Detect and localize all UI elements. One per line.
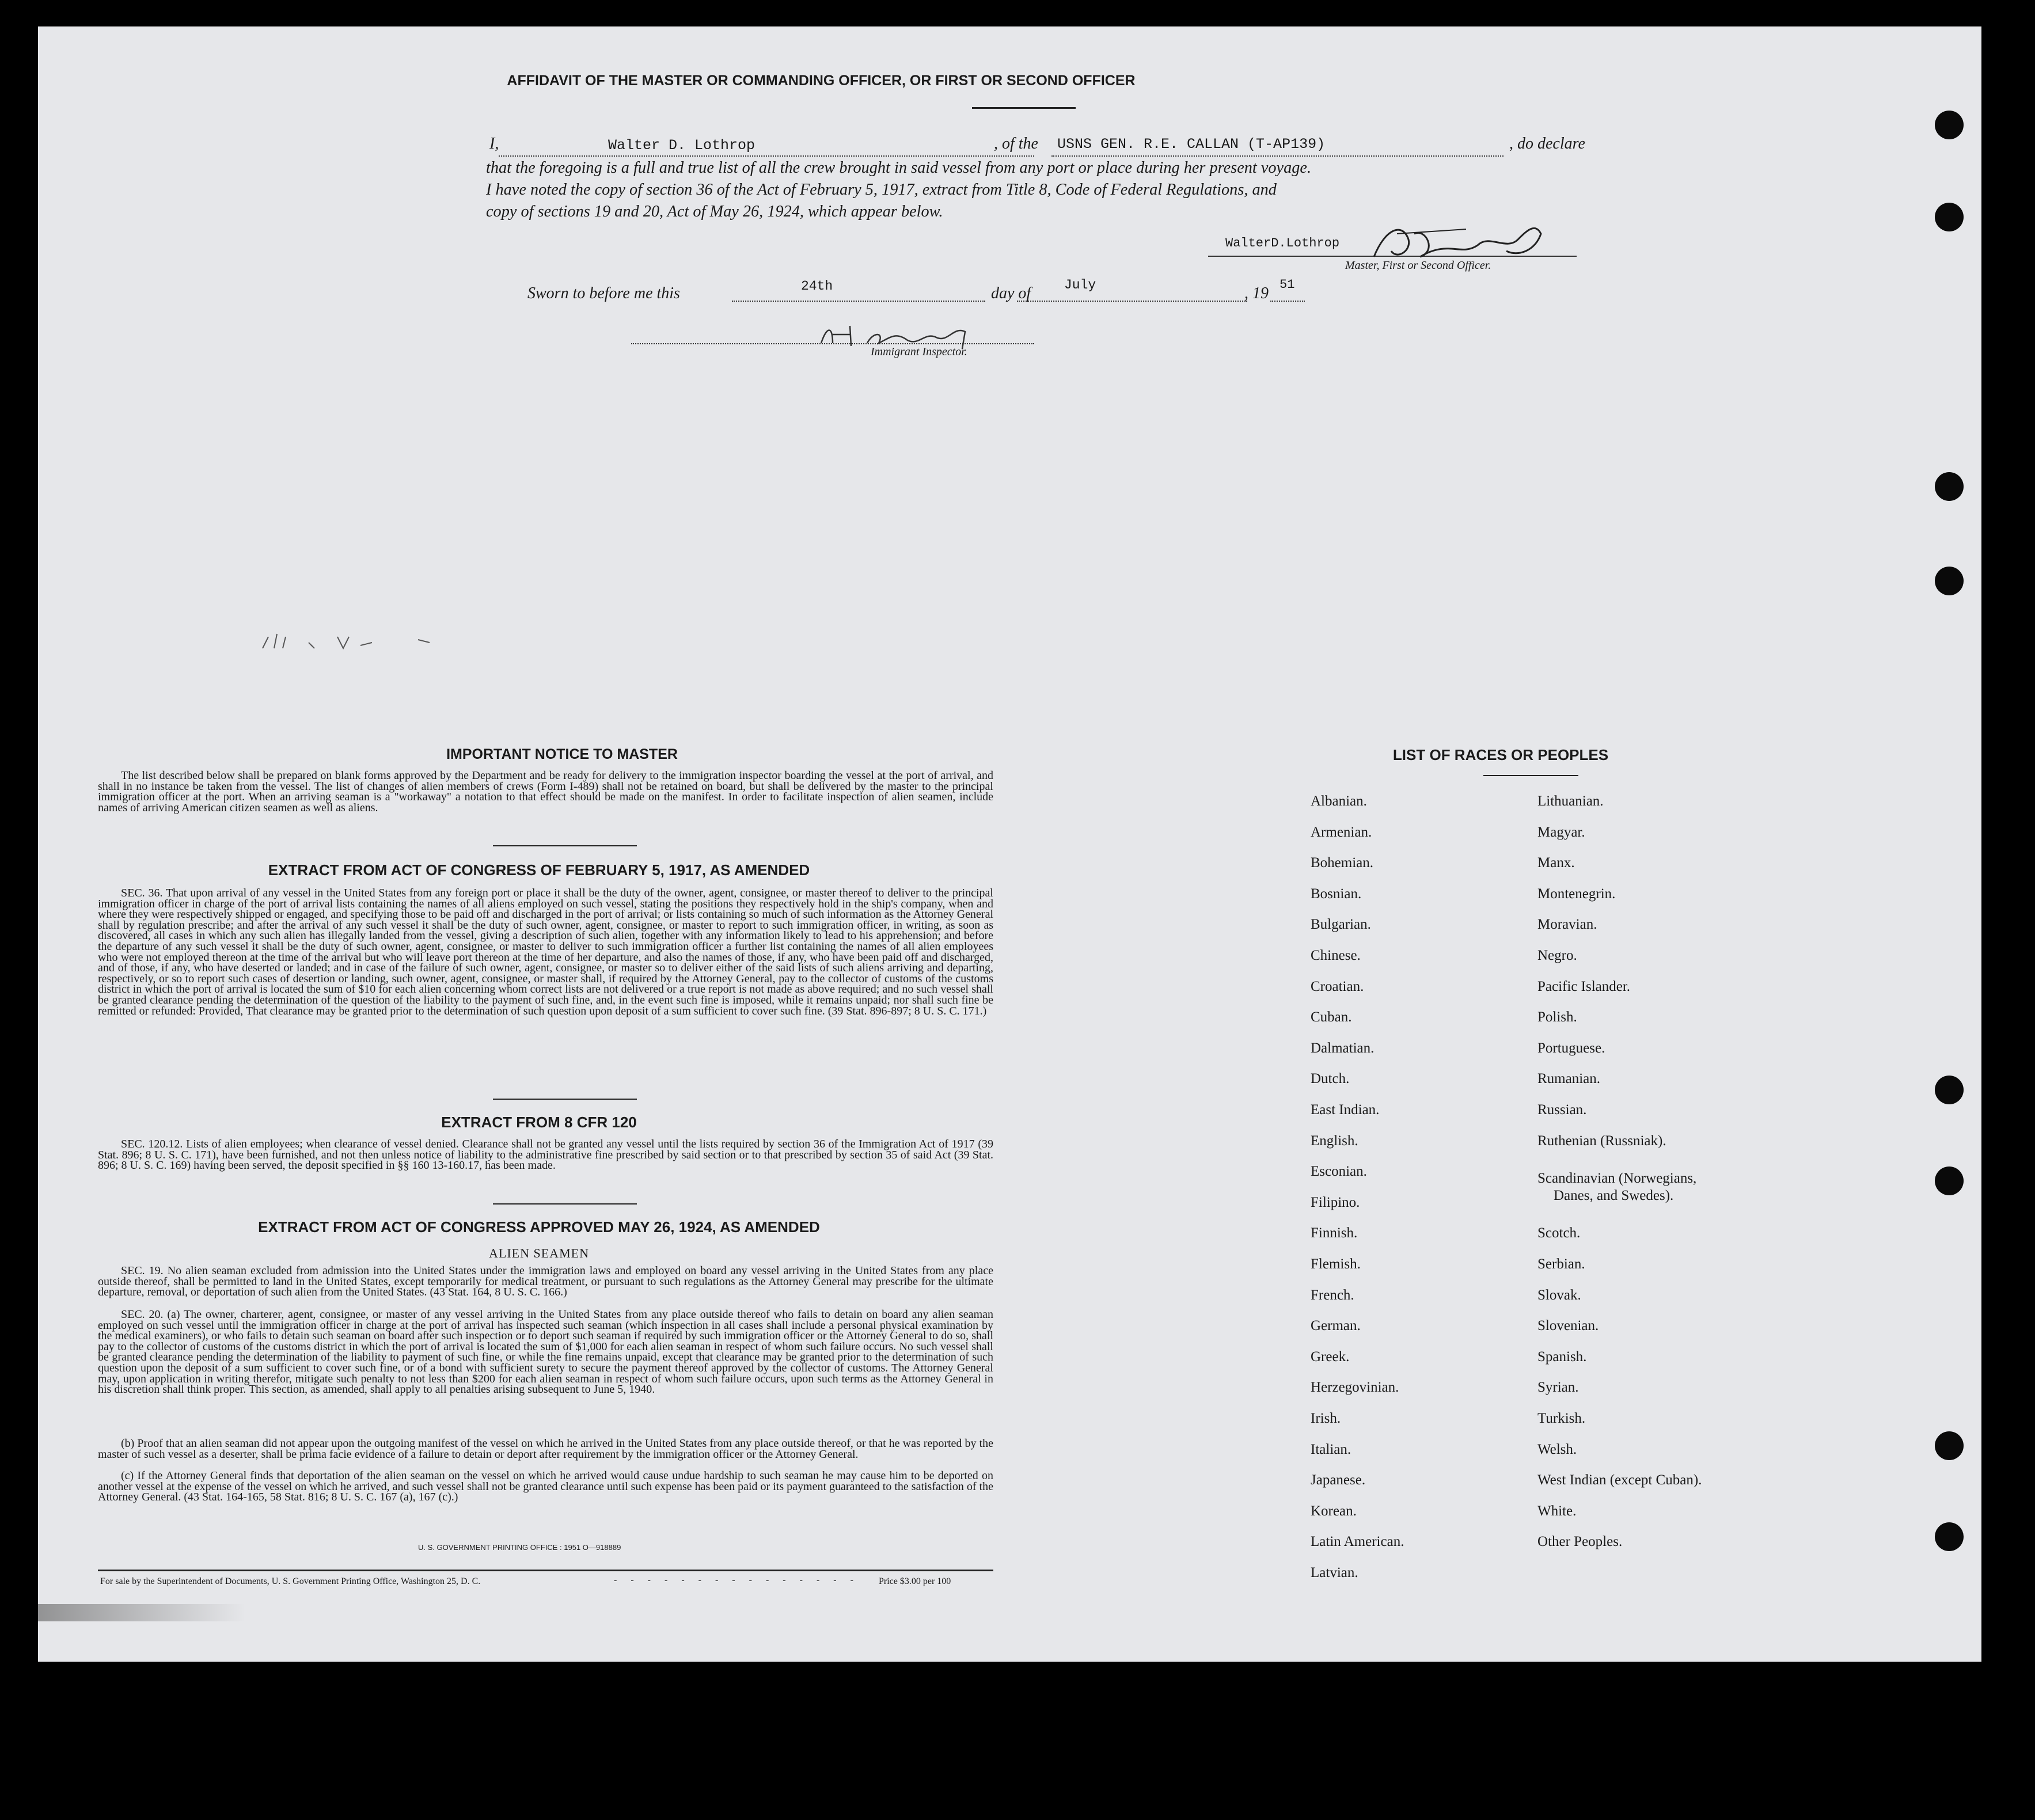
race-item: Slovak. (1537, 1287, 1581, 1303)
race-item: Montenegrin. (1537, 886, 1616, 902)
races-rule (1483, 775, 1578, 776)
punch-hole (1935, 111, 1964, 139)
day-line (732, 301, 985, 302)
inspector-caption: Immigrant Inspector. (871, 345, 967, 358)
punch-hole (1935, 567, 1964, 595)
race-item: Other Peoples. (1537, 1534, 1623, 1550)
race-item: Manx. (1537, 855, 1575, 871)
race-item: French. (1311, 1287, 1354, 1303)
race-item: Ruthenian (Russniak). (1537, 1133, 1666, 1149)
day-of: day of (991, 284, 1031, 302)
signature-caption: Master, First or Second Officer. (1345, 259, 1491, 272)
race-item: Slovenian. (1537, 1318, 1599, 1334)
race-item: Lithuanian. (1537, 793, 1604, 809)
race-item: Pacific Islander. (1537, 978, 1631, 994)
affidavit-line2: that the foregoing is a full and true list of all the crew brought in said vessel from any port or place during her present voyage. (486, 159, 1312, 177)
footer-rule (98, 1570, 993, 1571)
affidavit-line4: copy of sections 19 and 20, Act of May 26, 1924, which appear below. (486, 203, 943, 221)
race-item: East Indian. (1311, 1102, 1380, 1118)
sale-dots: - - - - - - - - - - - - - - - (614, 1575, 859, 1585)
race-item: Korean. (1311, 1503, 1357, 1519)
race-item: Rumanian. (1537, 1071, 1601, 1087)
race-item: Filipino. (1311, 1194, 1360, 1210)
sec20c-body: (c) If the Attorney General finds that deportation of the alien seaman on the vessel on which he arrived would cause undue hardship to such seaman he may cause him to be deported on another vessel at the expense of the vessel on which he arrived, and such vessel shall not be granted clearance until such expense has been paid or its payment guaranteed to the satisfaction of the Attorney General. (43 Stat. 164-165, 58 Stat. 816; 8 U. S. C. 167 (a), 167 (c).) (98, 1469, 993, 1504)
punch-hole (1935, 472, 1964, 501)
race-item: Portuguese. (1537, 1040, 1605, 1056)
do-declare: , do declare (1509, 135, 1585, 153)
race-item: White. (1537, 1503, 1577, 1519)
race-item: Japanese. (1311, 1472, 1366, 1488)
race-item: Scotch. (1537, 1225, 1581, 1241)
printing-office: U. S. GOVERNMENT PRINTING OFFICE : 1951 O—918889 (418, 1543, 621, 1552)
race-item: Albanian. (1311, 793, 1367, 809)
punch-hole (1935, 203, 1964, 231)
race-item: Welsh. (1537, 1441, 1577, 1457)
sec20b-body: (b) Proof that an alien seaman did not appear upon the outgoing manifest of the vessel on which he arrived in the United States from any place outside thereof, or that he was reported by the master of such vessel as a deserter, shall be prima facie evidence of a failure to detain or deport after requirement by the immigration officer or the Attorney General. (98, 1437, 993, 1461)
affidavit-title: AFFIDAVIT OF THE MASTER OR COMMANDING OFFICER, OR FIRST OR SECOND OFFICER (507, 73, 1136, 89)
race-item: Bohemian. (1311, 855, 1374, 871)
scan-smudge (38, 1604, 245, 1621)
month-line (1017, 301, 1247, 302)
race-item: Turkish. (1537, 1411, 1586, 1426)
title-rule (972, 107, 1076, 109)
stray-marks (257, 625, 545, 660)
race-item: Dutch. (1311, 1071, 1350, 1087)
declarant-name: Walter D. Lothrop (608, 137, 755, 154)
year-prefix: , 19 (1244, 284, 1269, 302)
notice-rule (493, 845, 637, 846)
notice-title: IMPORTANT NOTICE TO MASTER (446, 746, 678, 762)
race-item: Chinese. (1311, 948, 1361, 963)
extract1924-title: EXTRACT FROM ACT OF CONGRESS APPROVED MAY 26, 1924, AS AMENDED (258, 1218, 820, 1236)
month-value: July (1064, 278, 1096, 292)
race-item: Dalmatian. (1311, 1040, 1375, 1056)
race-item: Serbian. (1537, 1256, 1585, 1272)
race-item: Esconian. (1311, 1164, 1367, 1180)
sworn-text: Sworn to before me this (527, 284, 680, 302)
year-value: 51 (1280, 278, 1295, 292)
typed-signature: WalterD.Lothrop (1225, 236, 1340, 250)
race-item: Russian. (1537, 1102, 1587, 1118)
sec20a-body: SEC. 20. (a) The owner, charterer, agent, consignee, or master of any vessel arriving in the United States from any place outside thereof who fails to detain on board any alien seaman employed on such vessel until the immigration officer in charge at the port of arrival has inspected such seaman (which inspection in all cases shall include a personal physical examination by the medical examiners), or who fails to detain such seaman on board after such inspection or to deport such seaman if required by such immigration officer or the Attorney General to do so, shall pay to the collector of customs of the customs district in which the port of arrival is located the sum of $1,000 for each alien seaman in respect of whom such failure occurs. No such vessel shall be granted clearance pending the determination of the liability to payment of such fine, or while the fine remains unpaid, except that clearance may be granted prior to the determination of such question upon the deposit of a sum sufficient to cover such fine, or of a bond with sufficient surety to secure the payment thereof approved by the collector of customs. The Attorney General may, upon application in writing therefor, mitigate such penalty to not less than $200 for each alien seaman in respect of whom such failure occurs, upon such terms as the Attorney General in his discretion shall think proper. This section, as amended, shall apply to all penalties arising subsequent to June 5, 1940. (98, 1308, 993, 1396)
race-item: Negro. (1537, 948, 1577, 963)
race-item: Italian. (1311, 1441, 1351, 1457)
race-item: Bosnian. (1311, 886, 1362, 902)
day-value: 24th (801, 279, 833, 294)
sec19-body: SEC. 19. No alien seaman excluded from admission into the United States under the immigration laws and employed on board any vessel arriving in the United States from any place outside thereof, shall be permitted to land in the United States, except temporarily for medical treatment, or pursuant to such regulations as the Attorney General may prescribe for the ultimate departure, removal, or deportation of such alien from the United States. (43 Stat. 164, 8 U. S. C. 166.) (98, 1264, 993, 1299)
race-item: Syrian. (1537, 1380, 1579, 1396)
notice-body: The list described below shall be prepared on blank forms approved by the Department and be ready for delivery to the immigration inspector boarding the vessel at the port of arrival, and shall in no instance be taken from the vessel. The list of changes of alien members of crews (Form I-489) shall not be retained on board, but shall be delivered by the master to the principal immigration officer at the port. When an arriving seaman is a "workaway" a notation to that effect should be made on the manifest. In order to facilitate inspection of alien seamen, include names of arriving American citizen seamen as well as aliens. (98, 769, 993, 814)
cfr-title: EXTRACT FROM 8 CFR 120 (441, 1114, 637, 1131)
race-item: Latvian. (1311, 1565, 1358, 1580)
vessel-line (1051, 155, 1504, 157)
affidavit-line3: I have noted the copy of section 36 of the Act of February 5, 1917, extract from Title 8, Code of Federal Regulations, and (486, 181, 1277, 199)
inspector-line (631, 343, 1034, 344)
race-item: Finnish. (1311, 1225, 1358, 1241)
race-item: Flemish. (1311, 1256, 1361, 1272)
punch-hole (1935, 1522, 1964, 1551)
race-item: Spanish. (1537, 1348, 1587, 1365)
sale-text: For sale by the Superintendent of Documents, U. S. Government Printing Office, Washington 25, D. C. (100, 1576, 481, 1586)
declarant-line (499, 155, 1034, 157)
race-item: Bulgarian. (1311, 917, 1371, 933)
extract1924-subtitle: ALIEN SEAMEN (489, 1246, 589, 1260)
race-item: English. (1311, 1133, 1358, 1149)
of-the: , of the (994, 135, 1038, 153)
race-item: Greek. (1311, 1348, 1350, 1365)
year-line (1270, 301, 1305, 302)
affidavit-i: I, (489, 135, 499, 153)
sale-price: Price $3.00 per 100 (879, 1576, 951, 1586)
punch-hole (1935, 1431, 1964, 1460)
punch-hole (1935, 1167, 1964, 1195)
punch-hole (1935, 1076, 1964, 1104)
cfr-rule (493, 1203, 637, 1205)
race-item: Polish. (1537, 1009, 1577, 1025)
race-item: Croatian. (1311, 978, 1364, 994)
races-title: LIST OF RACES OR PEOPLES (1392, 746, 1609, 763)
race-item: Armenian. (1311, 824, 1372, 840)
race-item: German. (1311, 1318, 1361, 1334)
race-item: Danes, and Swedes). (1554, 1188, 1674, 1203)
cfr-body: SEC. 120.12. Lists of alien employees; when clearance of vessel denied. Clearance shall not be granted any vessel until the lists required by section 36 of the Immigration Act of 1917 (39 Stat. 896; 8 U. S. C. 171), have been furnished, and not then unless notice of liability to the administrative fine prescribed by said section or to that prescribed by section 35 of said Act (39 Stat. 896; 8 U. S. C. 169) having been served, the deposit specified in §§ 160 13-160.17, has been made. (98, 1138, 993, 1172)
race-item: Moravian. (1537, 917, 1597, 933)
race-item: Scandinavian (Norwegians, (1537, 1171, 1697, 1186)
race-item: Magyar. (1537, 824, 1585, 840)
extract1917-rule (493, 1099, 637, 1100)
race-item: West Indian (except Cuban). (1537, 1472, 1702, 1488)
extract1917-body: SEC. 36. That upon arrival of any vessel in the United States from any foreign port or place it shall be the duty of the owner, agent, consignee, or master thereof to deliver to the principal immigration officer in charge of the port of arrival lists containing the names of all aliens employed on such vessel, stating the positions they respectively hold in the ship's company, when and where they were respectively shipped or engaged, and specifying those to be paid off and discharged in the port of arrival; or lists containing so much of such information as the Attorney General shall by regulation prescribe; and after the arrival of any such vessel it shall be the duty of such owner, agent, consignee, or master to report to such immigration officer, in writing, as soon as discovered, all cases in which any such alien has illegally landed from the vessel, giving a description of such alien, together with any information likely to lead to his apprehension; and before the departure of any such vessel it shall be the duty of such owner, agent, consignee, or master to deliver to such immigration officer a further list containing the names of all alien employees who were not employed thereon at the time of the arrival but who will leave port thereon at the time of her departure, and also the names of those, if any, who have been paid off and discharged, and of those, if any, who have deserted or landed; and in case of the failure of such owner, agent, consignee, or master so to deliver either of the said lists of such aliens arriving and departing, respectively, or so to report such cases of desertion or landing, such owner, agent, consignee, or master shall, if required by the Attorney General, pay to the collector of customs of the customs district in which the port of arrival is located the sum of $10 for each alien concerning whom correct lists are not delivered or a true report is not made as above required; and no such vessel shall be granted clearance pending the determination of the question of the liability to the payment of such fine, and, in the event such fine is imposed, while it remains unpaid; nor shall such fine be remitted or refunded: Provided, That clearance may be granted prior to the determination of such question upon deposit of a sum sufficient to cover such fine. (39 Stat. 896-897; 8 U. S. C. 171.) (98, 887, 993, 1017)
vessel-name: USNS GEN. R.E. CALLAN (T-AP139) (1057, 136, 1326, 153)
extract1917-title: EXTRACT FROM ACT OF CONGRESS OF FEBRUARY 5, 1917, AS AMENDED (268, 861, 810, 879)
race-item: Cuban. (1311, 1009, 1352, 1025)
race-item: Herzegovinian. (1311, 1380, 1399, 1396)
document-page (38, 26, 1981, 1662)
race-item: Irish. (1311, 1411, 1341, 1426)
race-item: Latin American. (1311, 1534, 1404, 1550)
